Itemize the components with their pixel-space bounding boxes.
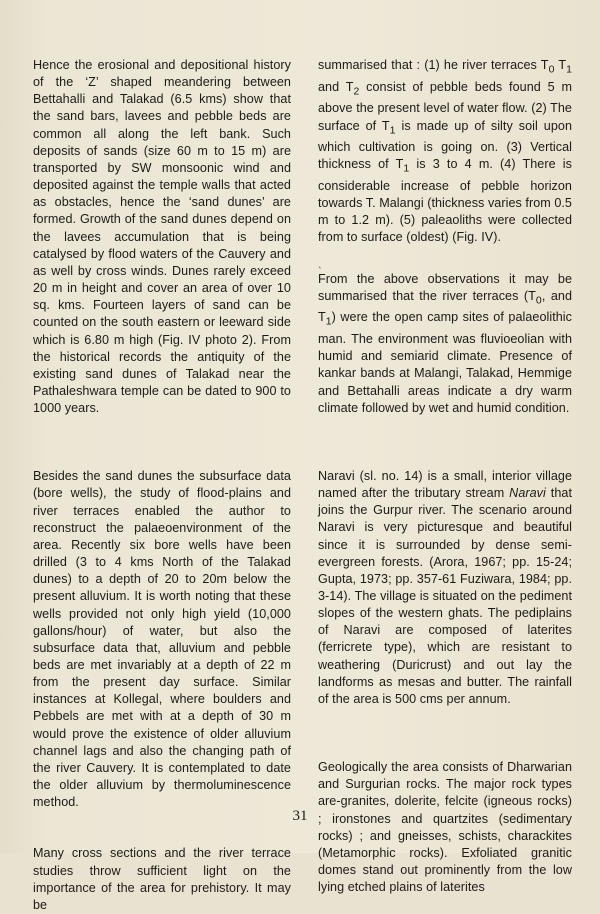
paragraph-sand-dunes: Hence the erosional and depositional history of the ‘Z’ shaped meandering between Bettahalli and Talakad (6.5 kms) show that the sand bars, lavees and pebble beds are common all along the left bank. Such deposits of sands (size 60 m to 15 m) are transported by SW monsoonic wind and deposited against the temple walls that acted as obstacles, hence the ‘sand dunes’ are formed. Growth of the sand dunes depend on the lavees accumulation that is being catalysed by flood waters of the Cauvery and as well by cross winds. Dunes rarely exceed 20 m in height and cover an area of over 10 sq. kms. Fourteen layers of sand can be counted on the south eastern or leeward side which is 6.80 m high (Fig. IV photo 2). From the historical records the antiquity of the existing sand dunes of Talakad near the Pathaleshwara temple can be dated to 900 to 1000 years.	[33, 58, 291, 416]
paragraph-observations: From the above observations it may be summarised that the river terraces ($T_0$, and $T_1$) were the open camp sites of palaeolithic man. The environment was fluvioeolian with humid and semiarid climate. Presence of kankar bands at Malangi, Talakad, Hemmige and Bettahalli areas indicate a dry warm climate followed by wet and humid condition.	[318, 271, 572, 415]
stream-name-italic: Naravi	[509, 486, 546, 501]
left-column	[33, 57, 291, 914]
page-number: 31	[292, 808, 308, 824]
paragraph-bore-wells: Besides the sand dunes the subsurface data (bore wells), the study of flood-plains and river terraces enabled the author to reconstruct the palaeoenvironment of the area. Recently six bore wells have been drilled (3 to 4 kms North of the Talakad dunes) to a depth of 20 to 20m below the present alluvium. It is worth noting that these wells provided not only high yield (10,000 gallons/hour) of water, but also the subsurface data that, alluvium and pebble beds are met invariably at a depth of 22 m from the present day surface. Similar instances at Kollegal, where boulders and Pebbels are met with at a depth of 30 m would prove the existence of older alluvium channel lags and also the changing path of the river Cauvery. It is contemplated to date the older alluvium by thermoluminescence method.	[33, 469, 291, 810]
paragraph-naravi: Naravi (sl. no. 14) is a small, interior village named after the tributary stream Naravi that joins the Gurpur river. The scenario around Naravi is very picturesque and beautiful since it is surrounded by dense semi-evergreen forests. (Arora, 1967; pp. 15-24; Gupta, 1973; pp. 357-61 Fuziwara, 1984; pp. 3-14). The village is situated on the pediment slopes of the western ghats. The pediplains of Naravi are composed of laterites (ferricrete type), which are resistant to weathering (Duricrust) and out lay the landforms as mesas and butter. The rainfall of the area is 500 cms per annum.	[318, 468, 572, 706]
paragraph-geology: Geologically the area consists of Dharwarian and Surgurian rocks. The major rock types are-granites, dolerite, felcite (igneous rocks) ; ironstones and quartzites (sedimentary rocks) ; and gneisses, schists, charackites (Metamorphic rocks). Exfoliated granitic domes stand out prominently from the low lying etched plains of laterites	[318, 760, 572, 895]
stray-mark: ˎ	[318, 254, 323, 269]
paragraph-river-terraces: summarised that : (1) he river terraces $T_0$ $T_1$ and $T_2$ consist of pebble beds found 5 m above the present level of water flow. (2) The surface of $T_1$ is made up of silty soil upon which cultivation is going on. (3) Vertical thickness of $T_1$ is 3 to 4 m. (4) There is considerable increase of pebble horizon towards T. Malangi (thickness varies from 0.5 m to 1.2 m). (5) paleaoliths were collected from to surface (oldest) (Fig. IV).	[318, 58, 572, 245]
right-column	[318, 57, 572, 896]
paragraph-cross-sections: Many cross sections and the river terrace studies throw sufficient light on the importance of the area for prehistory. It may be	[33, 846, 291, 912]
